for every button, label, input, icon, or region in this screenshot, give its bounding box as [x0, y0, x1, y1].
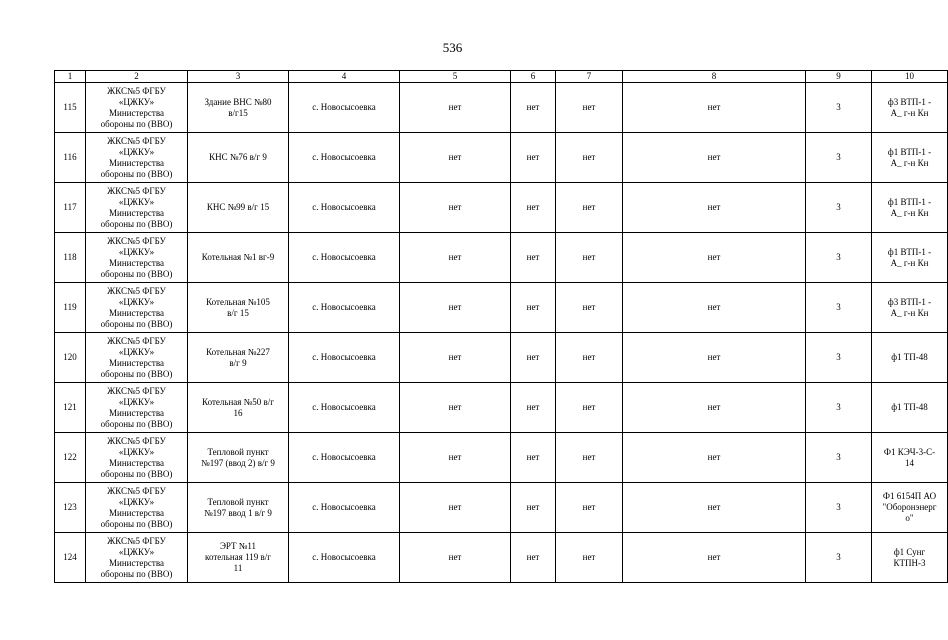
cell-line: обороны по (ВВО) — [100, 168, 173, 179]
cell-row-number: 120 — [55, 333, 86, 383]
cell-power-source — [872, 533, 948, 583]
cell-line: обороны по (ВВО) — [100, 468, 173, 479]
column-header-4: 4 — [289, 71, 400, 83]
cell-organization — [86, 233, 188, 283]
cell-row-number: 116 — [55, 133, 86, 183]
cell-row-number: 122 — [55, 433, 86, 483]
cell-power-source — [872, 83, 948, 133]
cell-line: ЖКС№5 ФГБУ — [107, 535, 166, 546]
cell-organization — [86, 133, 188, 183]
cell-organization — [86, 533, 188, 583]
cell-col-9: 3 — [806, 533, 872, 583]
cell-power-source — [872, 133, 948, 183]
cell-location: с. Новосысоевка — [289, 83, 400, 133]
column-header-5: 5 — [400, 71, 511, 83]
cell-line: Котельная №50 в/г — [202, 396, 274, 407]
cell-col-7: нет — [556, 533, 623, 583]
cell-col-7: нет — [556, 483, 623, 533]
cell-line: «ЦЖКУ» — [118, 446, 155, 457]
cell-row-number: 119 — [55, 283, 86, 333]
cell-organization — [86, 183, 188, 233]
cell-line: ф1 ВТП-1 - — [887, 146, 932, 157]
cell-col-5: нет — [400, 333, 511, 383]
cell-line: ЖКС№5 ФГБУ — [107, 385, 166, 396]
cell-col-5: нет — [400, 283, 511, 333]
cell-object-name — [188, 183, 289, 233]
cell-line: Котельная №105 — [206, 296, 270, 307]
cell-line: в/г15 — [228, 107, 248, 118]
cell-line: А_ г-н Кн — [890, 307, 929, 318]
cell-col-5: нет — [400, 233, 511, 283]
cell-col-6: нет — [511, 83, 556, 133]
cell-line: Ф1 6154П АО — [882, 491, 937, 501]
cell-line: КНС №99 в/г 15 — [206, 202, 270, 212]
cell-col-8: нет — [623, 533, 806, 583]
cell-line: обороны по (ВВО) — [100, 518, 173, 529]
cell-col-9: 3 — [806, 83, 872, 133]
cell-object-name — [188, 533, 289, 583]
cell-col-8: нет — [623, 433, 806, 483]
cell-line: Министерства — [109, 557, 164, 568]
cell-col-7: нет — [556, 283, 623, 333]
cell-line: 11 — [233, 563, 243, 573]
column-header-9: 9 — [806, 71, 872, 83]
cell-line: Здание ВНС №80 — [204, 96, 272, 107]
cell-line: КНС №76 в/г 9 — [209, 152, 267, 162]
cell-line: ЖКС№5 ФГБУ — [107, 335, 166, 346]
cell-line: №197 ввод 1 в/г 9 — [204, 507, 272, 518]
table-row — [55, 333, 948, 383]
cell-line: А_ г-н Кн — [890, 157, 929, 168]
cell-line: ЭРТ №11 — [219, 541, 257, 551]
cell-location: с. Новосысоевка — [289, 183, 400, 233]
header-row — [55, 71, 948, 83]
column-header-2: 2 — [86, 71, 188, 83]
cell-line: Министерства — [109, 357, 164, 368]
cell-line: «ЦЖКУ» — [118, 296, 155, 307]
cell-line: Ф1 КЭЧ-3-С- — [883, 446, 936, 457]
cell-col-9: 3 — [806, 383, 872, 433]
cell-col-8: нет — [623, 283, 806, 333]
cell-line: 14 — [905, 457, 914, 468]
cell-object-name — [188, 83, 289, 133]
cell-col-6: нет — [511, 183, 556, 233]
cell-power-source — [872, 433, 948, 483]
cell-line: обороны по (ВВО) — [100, 268, 173, 279]
cell-col-6: нет — [511, 383, 556, 433]
table-row — [55, 383, 948, 433]
cell-line: ф1 ВТП-1 - — [887, 196, 932, 207]
cell-line: «ЦЖКУ» — [118, 346, 155, 357]
cell-line: ф3 ВТП-1 - — [887, 296, 932, 307]
table-row — [55, 183, 948, 233]
cell-line: КТПН-3 — [893, 557, 926, 568]
cell-location: с. Новосысоевка — [289, 133, 400, 183]
cell-line: «ЦЖКУ» — [118, 96, 155, 107]
cell-power-source — [872, 233, 948, 283]
cell-line: «ЦЖКУ» — [118, 246, 155, 257]
cell-line: ЖКС№5 ФГБУ — [107, 485, 166, 496]
cell-power-source — [872, 283, 948, 333]
cell-col-9: 3 — [806, 233, 872, 283]
cell-line: обороны по (ВВО) — [100, 418, 173, 429]
cell-row-number: 118 — [55, 233, 86, 283]
cell-col-8: нет — [623, 333, 806, 383]
table-row — [55, 233, 948, 283]
cell-object-name — [188, 483, 289, 533]
cell-col-8: нет — [623, 183, 806, 233]
cell-line: «ЦЖКУ» — [118, 546, 155, 557]
cell-line: ЖКС№5 ФГБУ — [107, 185, 166, 196]
cell-col-6: нет — [511, 333, 556, 383]
cell-row-number: 121 — [55, 383, 86, 433]
cell-line: ЖКС№5 ФГБУ — [107, 435, 166, 446]
cell-col-9: 3 — [806, 483, 872, 533]
cell-power-source — [872, 333, 948, 383]
cell-line: ЖКС№5 ФГБУ — [107, 285, 166, 296]
cell-col-5: нет — [400, 383, 511, 433]
cell-location: с. Новосысоевка — [289, 533, 400, 583]
cell-line: Котельная №1 вг-9 — [201, 252, 275, 262]
cell-line: Министерства — [109, 407, 164, 418]
cell-line: обороны по (ВВО) — [100, 318, 173, 329]
cell-organization — [86, 483, 188, 533]
cell-line: «ЦЖКУ» — [118, 496, 155, 507]
cell-object-name — [188, 433, 289, 483]
cell-col-8: нет — [623, 83, 806, 133]
cell-line: 16 — [233, 407, 243, 418]
cell-col-7: нет — [556, 83, 623, 133]
cell-line: Тепловой пункт — [207, 496, 269, 507]
cell-line: Министерства — [109, 107, 164, 118]
cell-line: А_ г-н Кн — [890, 107, 929, 118]
cell-line: ф1 ТП-48 — [891, 402, 928, 412]
table-row — [55, 83, 948, 133]
cell-line: ЖКС№5 ФГБУ — [107, 85, 166, 96]
cell-location: с. Новосысоевка — [289, 283, 400, 333]
cell-line: «ЦЖКУ» — [118, 196, 155, 207]
cell-col-8: нет — [623, 233, 806, 283]
cell-col-8: нет — [623, 483, 806, 533]
cell-col-7: нет — [556, 133, 623, 183]
cell-location: с. Новосысоевка — [289, 433, 400, 483]
cell-organization — [86, 383, 188, 433]
column-header-10: 10 — [872, 71, 948, 83]
cell-organization — [86, 83, 188, 133]
cell-line: Министерства — [109, 457, 164, 468]
cell-object-name — [188, 383, 289, 433]
table-row — [55, 483, 948, 533]
data-table — [54, 70, 948, 583]
cell-organization — [86, 333, 188, 383]
column-header-6: 6 — [511, 71, 556, 83]
cell-line: обороны по (ВВО) — [100, 568, 173, 579]
cell-col-5: нет — [400, 533, 511, 583]
cell-line: «ЦЖКУ» — [118, 146, 155, 157]
cell-organization — [86, 433, 188, 483]
cell-col-6: нет — [511, 133, 556, 183]
cell-row-number: 115 — [55, 83, 86, 133]
column-header-3: 3 — [188, 71, 289, 83]
cell-col-7: нет — [556, 333, 623, 383]
cell-col-5: нет — [400, 83, 511, 133]
cell-line: Министерства — [109, 507, 164, 518]
cell-col-7: нет — [556, 233, 623, 283]
cell-line: А_ г-н Кн — [890, 257, 929, 268]
table-row — [55, 133, 948, 183]
cell-col-9: 3 — [806, 183, 872, 233]
cell-line: обороны по (ВВО) — [100, 368, 173, 379]
cell-col-6: нет — [511, 483, 556, 533]
cell-line: "Оборонэнерг — [882, 502, 937, 512]
cell-line: ф1 ТП-48 — [891, 352, 928, 362]
table-row — [55, 283, 948, 333]
cell-line: Котельная №227 — [206, 346, 270, 357]
cell-col-6: нет — [511, 283, 556, 333]
cell-col-5: нет — [400, 483, 511, 533]
cell-line: в/г 9 — [229, 357, 247, 368]
cell-location: с. Новосысоевка — [289, 333, 400, 383]
cell-col-8: нет — [623, 383, 806, 433]
cell-line: ЖКС№5 ФГБУ — [107, 235, 166, 246]
cell-line: Министерства — [109, 257, 164, 268]
cell-power-source — [872, 183, 948, 233]
column-header-1: 1 — [55, 71, 86, 83]
cell-power-source — [872, 383, 948, 433]
cell-col-6: нет — [511, 233, 556, 283]
cell-line: «ЦЖКУ» — [118, 396, 155, 407]
cell-organization — [86, 283, 188, 333]
cell-col-9: 3 — [806, 433, 872, 483]
cell-row-number: 117 — [55, 183, 86, 233]
cell-line: котельная 119 в/г — [205, 552, 271, 562]
cell-col-6: нет — [511, 533, 556, 583]
cell-location: с. Новосысоевка — [289, 233, 400, 283]
cell-line: о" — [905, 513, 914, 523]
cell-row-number: 123 — [55, 483, 86, 533]
cell-col-7: нет — [556, 433, 623, 483]
cell-line: Министерства — [109, 207, 164, 218]
cell-col-9: 3 — [806, 333, 872, 383]
cell-col-7: нет — [556, 383, 623, 433]
cell-line: Министерства — [109, 157, 164, 168]
cell-location: с. Новосысоевка — [289, 383, 400, 433]
cell-line: ф1 Сунг — [893, 546, 926, 557]
cell-col-8: нет — [623, 133, 806, 183]
cell-col-5: нет — [400, 133, 511, 183]
cell-col-5: нет — [400, 433, 511, 483]
table-row — [55, 533, 948, 583]
cell-line: в/г 15 — [227, 307, 249, 318]
table-row — [55, 433, 948, 483]
cell-line: обороны по (ВВО) — [100, 118, 173, 129]
cell-object-name — [188, 283, 289, 333]
cell-power-source — [872, 483, 948, 533]
cell-line: обороны по (ВВО) — [100, 218, 173, 229]
cell-col-9: 3 — [806, 133, 872, 183]
cell-location: с. Новосысоевка — [289, 483, 400, 533]
table-body — [55, 83, 948, 583]
column-header-8: 8 — [623, 71, 806, 83]
cell-line: Министерства — [109, 307, 164, 318]
cell-line: А_ г-н Кн — [890, 207, 929, 218]
cell-row-number: 124 — [55, 533, 86, 583]
cell-col-9: 3 — [806, 283, 872, 333]
cell-col-6: нет — [511, 433, 556, 483]
cell-col-7: нет — [556, 183, 623, 233]
column-header-7: 7 — [556, 71, 623, 83]
cell-object-name — [188, 333, 289, 383]
cell-line: Тепловой пункт — [207, 446, 269, 457]
cell-object-name — [188, 233, 289, 283]
cell-line: ф1 ВТП-1 - — [887, 246, 932, 257]
page-number: 536 — [442, 40, 463, 55]
cell-object-name — [188, 133, 289, 183]
cell-line: №197 (ввод 2) в/г 9 — [201, 457, 275, 468]
cell-line: ЖКС№5 ФГБУ — [107, 135, 166, 146]
cell-col-5: нет — [400, 183, 511, 233]
cell-line: ф3 ВТП-1 - — [887, 96, 932, 107]
